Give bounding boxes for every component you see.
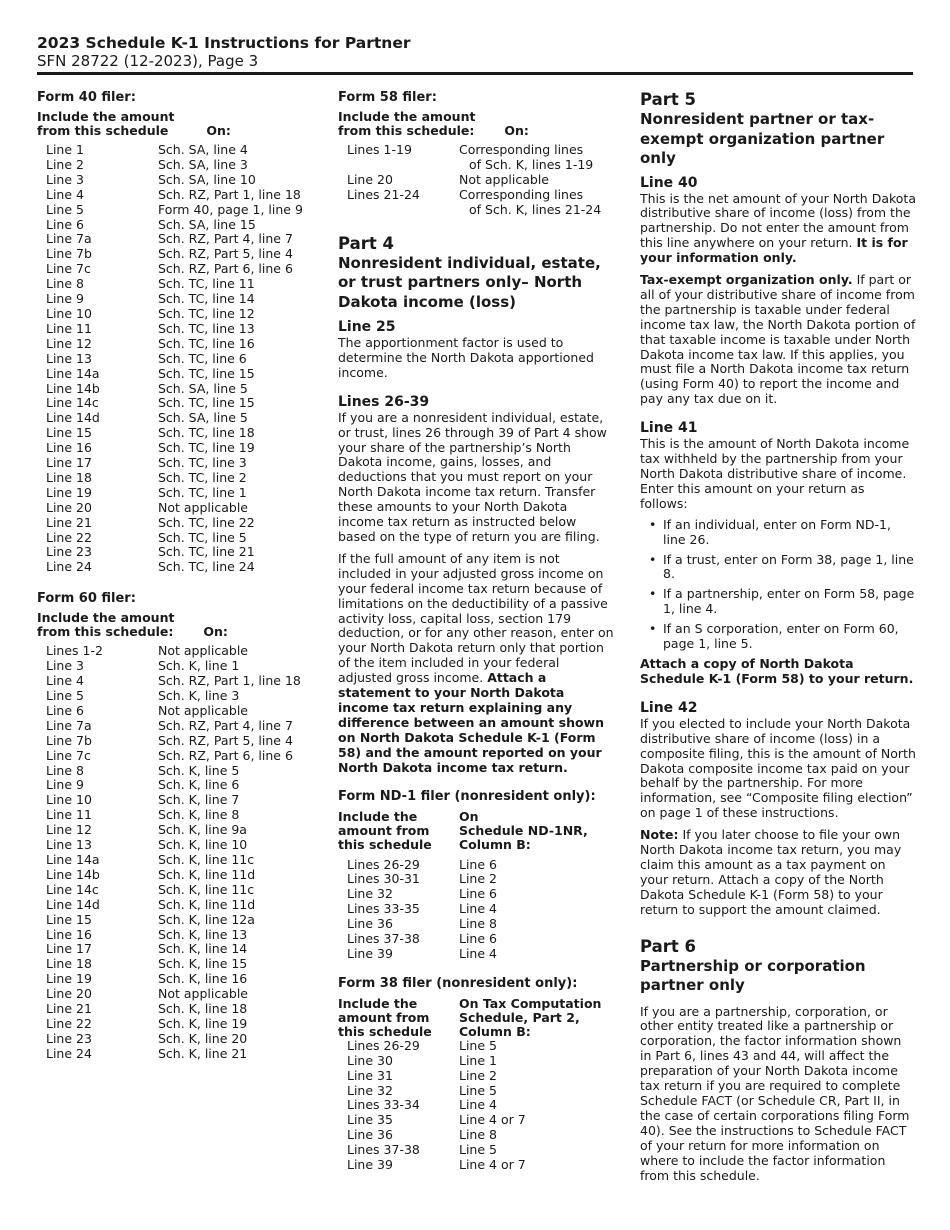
table-row [37,778,301,793]
table-cell-source: Line 7c [46,747,91,763]
table-cell-target: Line 1 [459,1052,497,1068]
table-row [37,957,301,972]
table-cell-source: Line 17 [46,941,92,957]
table-row [37,471,303,486]
table-cell-target: Sch. RZ, Part 4, line 7 [158,717,293,733]
table-cell-source: Line 7a [46,231,92,247]
table-cell-target: Sch. RZ, Part 5, line 4 [158,246,293,262]
table-cell-target: Line 8 [459,916,497,932]
table-cell-target: Not applicable [158,702,248,718]
table-row [37,883,301,898]
table-row [37,734,301,749]
table-cell-target: Line 4 [459,901,497,917]
table-cell-source: Line 11 [46,320,92,336]
line25-text: The apportionment factor is used to determine the North Dakota apportioned income. [338,335,594,380]
table-cell-target: Sch. TC, line 15 [158,395,255,411]
nd1-table [338,858,497,962]
table-cell-source: Line 23 [46,1030,92,1046]
table-cell-source: Line 20 [46,499,92,515]
table-cell-source: Line 6 [46,702,84,718]
table-cell-source: Line 35 [347,1112,393,1128]
table-cell-target: Sch. TC, line 24 [158,559,255,575]
table-cell-target: Sch. TC, line 12 [158,305,255,321]
column-left [37,90,317,1062]
table-row [37,232,303,247]
table-cell-source: Line 21 [46,1001,92,1017]
table-cell-target: Sch. RZ, Part 1, line 18 [158,673,301,689]
table-row [37,868,301,883]
table-row [37,987,301,1002]
table-row [338,887,497,902]
table-row [338,917,497,932]
table-cell-target: Line 6 [459,886,497,902]
table-cell-target: Sch. K, line 10 [158,837,248,853]
table-row [37,247,303,262]
table-cell-source: Line 4 [46,673,84,689]
table-cell-source: Line 7c [46,261,91,277]
table-cell-target: Sch. TC, line 6 [158,350,247,366]
table-row [37,823,301,838]
table-cell-target: Sch. RZ, Part 6, line 6 [158,747,293,763]
f38-left-head: Include the amount from this schedule [338,995,432,1039]
table-row [338,1084,526,1099]
bullet-item: • If an S corporation, enter on Form 60, page 1, line 5. [640,622,916,652]
table-cell-target: Sch. K, line 3 [158,688,240,703]
page-subtitle: SFN 28722 (12-2023), Page 3 [37,52,259,70]
table-row [37,516,303,531]
table-row [37,1032,301,1047]
table-cell-source: Line 39 [347,1157,393,1173]
table-cell-source: Line 17 [46,455,92,471]
table-row [37,262,303,277]
table-cell-target: Sch. TC, line 22 [158,514,255,530]
f38-table [338,1039,526,1173]
table-cell-source: Line 20 [347,171,393,187]
table-row [37,764,301,779]
table-row [37,382,303,397]
table-cell-target: Sch. K, line 20 [158,1030,248,1046]
table-cell-source: Lines 37-38 [347,1142,420,1158]
form58-heading: Form 58 filer: [338,90,437,105]
form58-table [338,143,601,218]
table-cell-source: Line 14d [46,410,100,426]
table-cell-source: Lines 30-31 [347,871,420,887]
table-row [37,203,303,218]
part4-title: Nonresident individual, estate, or trust partners only– North Dakota income (loss) [338,253,601,311]
table-cell-target: Sch. SA, line 5 [158,380,248,396]
form58-include-label: Include the amount from this schedule: On: [338,109,529,138]
table-row [37,277,303,292]
table-cell-target: Sch. TC, line 13 [158,320,255,336]
table-cell-target: Sch. K, line 14 [158,941,248,957]
attach-copy-text: Attach a copy of North Dakota Schedule K-1 (Form 58) to your return. [640,655,914,686]
table-cell-source: Line 14d [46,896,100,912]
table-cell-target: Sch. K, line 9a [158,822,247,838]
part6-text: If you are a partnership, corporation, or other entity treated like a partnership or corporation, the factor information shown in Part 6, lines 43 and 44, will affect the preparation of your North Dakota income tax return if you are required to complete Schedule FACT (or Schedule CR, Part II, in the case of certain corporations filing Form 40). See the instructions to Schedule FACT of your return for more information on where to include the factor information from this schedule. [640,1003,910,1183]
line42-text: If you elected to include your North Dakota distributive share of income (loss) in a composite filing, this is the amount of North Dakota composite income tax paid on your behalf by the partnership. For more information, see “Composite filing election” on page 1 of these instructions. [640,715,916,821]
table-cell-target: Sch. K, line 11c [158,851,255,867]
table-cell-target: Sch. K, line 1 [158,658,240,674]
table-row [37,898,301,913]
table-cell-target: Sch. K, line 16 [158,971,248,987]
table-cell-source: Line 2 [46,156,84,172]
table-row [338,932,497,947]
table-row [37,972,301,987]
table-row [338,143,601,173]
table-cell-target: Sch. K, line 15 [158,956,248,972]
table-cell-target: Not applicable [158,643,248,659]
table-row [37,158,303,173]
lines26-paragraph-1: If you are a nonresident individual, estate, or trust, lines 26 through 39 of Part 4 show your share of the partnership’s North Dakota income, gains, losses, and deductions that you must report on your North Dakota income tax return. Transfer these amounts to your North Dakota income tax return as instructed below based on the type of return you are filing. [338,409,607,544]
nd1-left-head: Include the amount from this schedule [338,808,432,852]
bullet-item: • If a partnership, enter on Form 58, page 1, line 4. [640,587,916,617]
table-cell-target: Line 5 [459,1037,497,1053]
table-row [37,173,303,188]
table-cell-source: Line 12 [46,822,92,838]
table-row [338,173,601,188]
table-row [37,188,303,203]
table-cell-source: Lines 33-34 [347,1097,420,1113]
form60-heading: Form 60 filer: [37,591,136,607]
table-cell-target: Sch. RZ, Part 1, line 18 [158,186,301,202]
table-row [37,913,301,928]
line40-heading: Line 40 [640,174,698,191]
form60-table [37,644,301,1061]
line42-heading: Line 42 [640,699,698,716]
table-cell-target: Sch. K, line 11d [158,866,256,882]
table-cell-source: Line 14a [46,365,100,381]
table-cell-source: Line 20 [46,986,92,1002]
table-cell-source: Line 3 [46,171,84,187]
table-row [37,307,303,322]
table-cell-target: Sch. K, line 19 [158,1015,248,1031]
table-cell-source: Line 19 [46,484,92,500]
table-cell-target: Line 4 or 7 [459,1112,526,1128]
table-row [338,872,497,887]
table-cell-source: Line 6 [46,216,84,232]
table-cell-source: Line 9 [46,777,84,793]
form40-heading: Form 40 filer: [37,90,136,105]
table-cell-source: Lines 26-29 [347,856,420,872]
table-cell-target: Sch. RZ, Part 5, line 4 [158,732,293,748]
table-row [37,501,303,516]
table-cell-source: Lines 37-38 [347,931,420,947]
table-cell-source: Line 19 [46,971,92,987]
table-cell-source: Line 18 [46,469,92,485]
table-row [37,1047,301,1062]
table-cell-source: Line 22 [46,1015,92,1031]
table-cell-target: Sch. TC, line 1 [158,484,247,500]
table-cell-source: Line 18 [46,956,92,972]
table-cell-target: Sch. TC, line 3 [158,455,247,471]
table-row [37,426,303,441]
table-cell-target: Corresponding lines of Sch. K, lines 1-19 [459,142,594,172]
table-row [37,644,301,659]
table-row [37,337,303,352]
table-row [37,838,301,853]
table-cell-source: Line 10 [46,792,92,808]
line41-bullets [640,518,916,652]
line40-text: This is the net amount of your North Dakota distributive share of income (loss) from the partnership. Do not enter the amount from this line anywhere on your return. It is for your information only. [640,190,916,266]
form60-include-label: Include the amount from this schedule: On: [37,610,228,640]
part5-title: Nonresident partner or tax-exempt organization partner only [640,110,885,167]
table-cell-target: Sch. K, line 12a [158,911,255,927]
table-cell-target: Sch. TC, line 21 [158,544,255,560]
table-cell-source: Line 39 [347,945,393,961]
table-cell-source: Line 24 [46,1045,92,1061]
table-cell-source: Lines 1-2 [46,643,103,659]
table-cell-source: Line 15 [46,911,92,927]
table-row [338,188,601,218]
table-cell-target: Form 40, page 1, line 9 [158,201,303,217]
f38-right-head: On Tax Computation Schedule, Part 2, Column B: [459,995,602,1039]
line25-heading: Line 25 [338,319,396,336]
line41-text: This is the amount of North Dakota income tax withheld by the partnership from your North Dakota distributive share of income. Enter this amount on your return as follows: [640,436,910,511]
table-row [338,1054,526,1069]
table-row [37,704,301,719]
part4-label: Part 4 [338,233,395,253]
table-row [37,689,301,704]
table-row [37,928,301,943]
table-cell-target: Line 4 [459,945,497,961]
table-row [37,456,303,471]
table-cell-target: Sch. TC, line 15 [158,365,255,381]
table-cell-target: Sch. SA, line 5 [158,410,248,426]
table-cell-target: Corresponding lines of Sch. K, lines 21-24 [459,186,602,217]
table-cell-source: Line 14c [46,881,99,897]
table-cell-target: Sch. SA, line 4 [158,142,248,157]
table-cell-source: Line 7b [46,246,92,262]
table-cell-target: Sch. K, line 11c [158,881,255,897]
table-cell-source: Line 15 [46,425,92,441]
table-cell-target: Line 2 [459,871,497,887]
table-row [37,218,303,233]
line41-heading: Line 41 [640,420,698,437]
table-cell-target: Line 5 [459,1142,497,1158]
table-row [338,1098,526,1113]
table-cell-target: Sch. SA, line 3 [158,156,248,172]
table-row [338,1113,526,1128]
table-cell-source: Line 8 [46,276,84,292]
table-cell-target: Sch. K, line 18 [158,1001,248,1017]
table-cell-target: Not applicable [459,171,549,187]
table-cell-target: Line 5 [459,1082,497,1098]
table-cell-source: Line 9 [46,291,84,307]
table-row [37,486,303,501]
table-cell-target: Sch. K, line 13 [158,926,248,942]
table-row [37,719,301,734]
table-cell-source: Line 14b [46,866,100,882]
table-cell-target: Sch. K, line 8 [158,807,240,823]
table-cell-source: Line 16 [46,440,92,456]
table-cell-target: Sch. RZ, Part 6, line 6 [158,261,293,277]
table-cell-target: Line 6 [459,856,497,872]
table-cell-target: Sch. TC, line 16 [158,335,255,351]
table-cell-source: Line 14a [46,851,100,867]
table-cell-source: Line 22 [46,529,92,545]
table-cell-target: Sch. TC, line 14 [158,291,255,307]
table-cell-source: Line 32 [347,886,393,902]
table-cell-target: Not applicable [158,499,248,515]
table-cell-source: Line 30 [347,1052,393,1068]
table-cell-source: Line 10 [46,305,92,321]
table-row [37,545,303,560]
table-cell-source: Line 36 [347,916,393,932]
table-row [37,143,303,158]
table-row [37,1017,301,1032]
table-row [37,793,301,808]
table-cell-target: Sch. TC, line 19 [158,440,255,456]
column-middle [338,90,616,1173]
table-row [338,947,497,962]
table-cell-source: Line 23 [46,544,92,560]
table-cell-source: Line 8 [46,762,84,778]
part5-label: Part 5 [640,90,697,109]
table-cell-source: Lines 33-35 [347,901,420,917]
table-cell-source: Line 16 [46,926,92,942]
table-row [37,560,303,575]
table-cell-source: Line 12 [46,335,92,351]
lines26-paragraph-2: If the full amount of any item is not included in your adjusted gross income on your federal income tax return because of limitations on the deductibility of a passive activity loss, capital loss, section 179 deduction, or for any other reason, enter on your North Dakota return only that portion of the item included in your federal adjusted gross income. Attach a statement to your North Dakota income tax return explaining any difference between an amount shown on North Dakota Schedule K-1 (Form 58) and the amount reported on your North Dakota income tax return. [338,550,614,775]
f38-table-header [338,997,616,1039]
table-cell-target: Sch. K, line 7 [158,792,240,808]
table-cell-target: Sch. TC, line 2 [158,469,247,485]
table-row [37,367,303,382]
header-divider [37,72,913,75]
table-row [37,441,303,456]
table-cell-source: Line 11 [46,807,92,823]
table-cell-source: Line 14b [46,380,100,396]
table-row [37,531,303,546]
form40-table [37,143,303,575]
table-cell-source: Lines 1-19 [347,142,412,157]
table-cell-source: Line 31 [347,1067,393,1083]
part6-title: Partnership or corporation partner only [640,956,866,995]
table-cell-target: Line 4 [459,1097,497,1113]
table-cell-source: Line 7b [46,732,92,748]
table-row [37,674,301,689]
table-row [338,1039,526,1054]
table-cell-source: Line 4 [46,186,84,202]
form40-include-label: Include the amount from this schedule On: [37,109,231,138]
table-cell-source: Line 5 [46,688,84,703]
table-cell-target: Sch. SA, line 15 [158,216,256,232]
table-row [37,1002,301,1017]
table-cell-target: Sch. K, line 11d [158,896,256,912]
page-title: 2023 Schedule K-1 Instructions for Partner [37,34,411,52]
bullet-item: • If an individual, enter on Form ND-1, line 26. [640,518,916,548]
table-row [37,396,303,411]
table-cell-target: Sch. TC, line 5 [158,529,247,545]
table-cell-source: Lines 26-29 [347,1037,420,1053]
table-cell-target: Not applicable [158,986,248,1002]
table-row [37,942,301,957]
table-cell-source: Line 13 [46,350,92,366]
table-row [37,808,301,823]
lines26-heading: Lines 26-39 [338,393,430,410]
table-row [37,352,303,367]
table-cell-target: Sch. TC, line 18 [158,425,255,441]
table-cell-source: Line 14c [46,395,99,411]
table-cell-target: Sch. RZ, Part 4, line 7 [158,231,293,247]
table-cell-source: Line 24 [46,559,92,575]
table-row [338,858,497,873]
tax-exempt-text: Tax-exempt organization only. If part or all of your distributive share of income from the partnership is taxable under federal income tax law, the North Dakota portion of that taxable income is taxable under North Dakota income tax law. If this applies, you must file a North Dakota income tax return (using Form 40) to report the income and pay any tax due on it. [640,272,916,407]
table-cell-target: Sch. K, line 6 [158,777,240,793]
table-row [338,1143,526,1158]
column-right [640,90,916,1183]
table-cell-source: Line 3 [46,658,84,674]
nd1-heading: Form ND-1 filer (nonresident only): [338,788,596,804]
table-cell-target: Sch. TC, line 11 [158,276,255,292]
table-cell-source: Line 7a [46,717,92,733]
part6-label: Part 6 [640,936,697,956]
table-row [338,1128,526,1143]
table-cell-target: Line 4 or 7 [459,1157,526,1173]
table-cell-source: Line 36 [347,1127,393,1143]
bullet-item: • If a trust, enter on Form 38, page 1, line 8. [640,553,916,583]
table-row [338,1158,526,1173]
nd1-right-head: On Schedule ND-1NR, Column B: [459,808,588,852]
table-cell-target: Line 6 [459,931,497,947]
table-cell-target: Sch. K, line 5 [158,762,240,778]
table-cell-target: Line 2 [459,1067,497,1083]
table-cell-source: Line 32 [347,1082,393,1098]
table-cell-target: Line 8 [459,1127,497,1143]
table-row [37,659,301,674]
table-cell-source: Line 5 [46,201,84,217]
note-text: Note: If you later choose to file your own North Dakota income tax return, you may claim this amount as a tax payment on your return. Attach a copy of the North Dakota Schedule K-1 (Form 58) to your return to support the amount claimed. [640,827,902,917]
table-cell-target: Sch. K, line 21 [158,1045,248,1061]
table-row [37,853,301,868]
table-cell-source: Lines 21-24 [347,186,420,202]
f38-heading: Form 38 filer (nonresident only): [338,975,578,991]
table-cell-target: Sch. SA, line 10 [158,171,256,187]
table-row [37,411,303,426]
table-cell-source: Line 13 [46,837,92,853]
nd1-table-header [338,810,616,852]
table-row [338,902,497,917]
table-row [37,322,303,337]
table-cell-source: Line 1 [46,142,84,157]
table-row [37,292,303,307]
table-cell-source: Line 21 [46,514,92,530]
page-header [37,34,913,70]
table-row [338,1069,526,1084]
table-row [37,749,301,764]
